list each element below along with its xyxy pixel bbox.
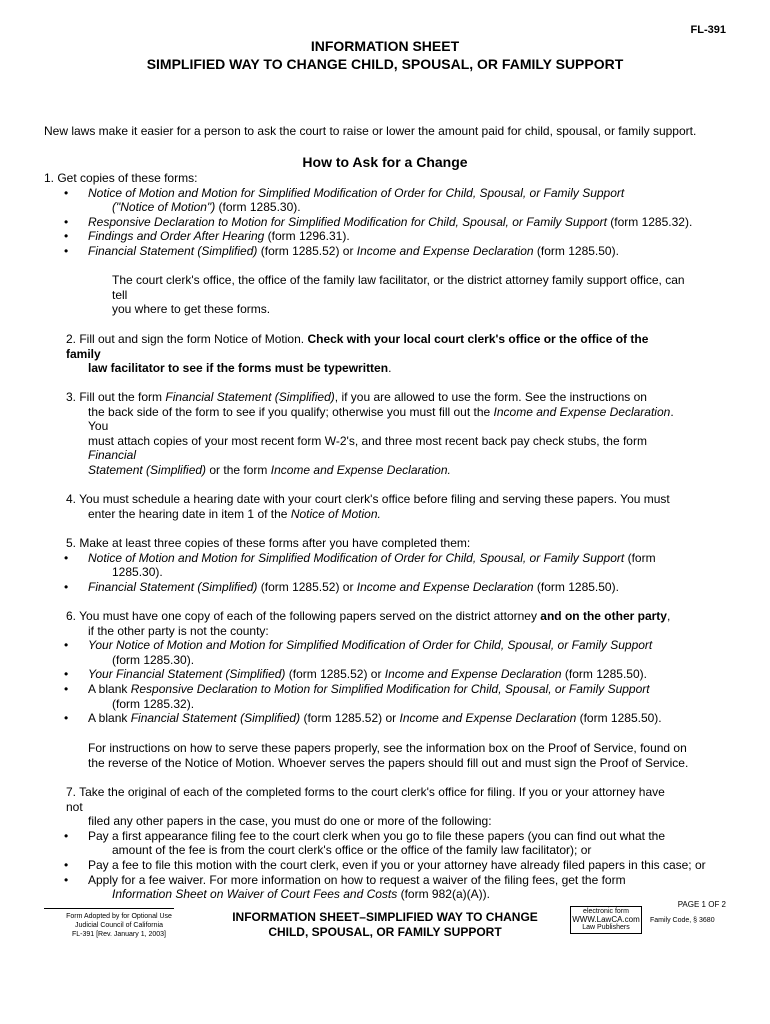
title-line-1: INFORMATION SHEET <box>310 38 460 54</box>
section-title: How to Ask for a Change <box>302 154 468 170</box>
form-name: Notice of Motion and Motion for Simplified Modification of Order for Child, Spousal, or Family Support <box>88 185 625 200</box>
note-line: For instructions on how to serve these papers properly, see the information box on the Proof of Service, found on <box>88 741 687 755</box>
form-number-text: (form 1285.32). <box>606 214 693 229</box>
text: . <box>388 361 392 376</box>
note-line: you where to get these forms. <box>112 302 271 317</box>
step-7-line: filed any other papers in the case, you must do one or more of the following: <box>88 814 492 829</box>
footer-left-line: Judicial Council of California <box>75 922 163 929</box>
form-number-text: (form 1285.50). <box>533 579 619 594</box>
form-name: Income and Expense Declaration <box>384 667 562 682</box>
list-item: • Apply for a fee waiver. For more information on how to request a waiver of the filing fees, get the form <box>44 873 734 888</box>
connector-text: (form 1285.52) or <box>257 243 357 258</box>
text: 6. You must have one copy of each of the following papers served on the district attorney <box>66 609 541 623</box>
step-3-line: Financial <box>88 448 137 463</box>
footer-left-line: Form Adopted by for Optional Use <box>66 913 172 920</box>
form-number-text: (form 1285.50). <box>561 667 647 682</box>
text: , if you are allowed to use the form. See the instructions on <box>334 390 647 404</box>
step-6-line: if the other party is not the county: <box>88 623 269 638</box>
step-3-line <box>44 390 734 405</box>
bold-text: and on the other party <box>540 609 667 623</box>
step-3 <box>44 390 734 478</box>
note-line: the reverse of the Notice of Motion. Whoever serves the papers should fill out and must sign the Proof of Service. <box>88 755 689 770</box>
footer-rule <box>44 908 174 909</box>
form-number-text: (form 1285.30). <box>215 200 301 215</box>
form-name: Income and Expense Declaration <box>356 579 534 594</box>
publisher-line: electronic form <box>583 908 629 915</box>
list-item: • Pay a first appearance filing fee to the court clerk when you go to file these papers (you can find out what the <box>44 829 734 844</box>
text: , <box>666 609 671 623</box>
publisher-line: Law Publishers <box>582 924 630 931</box>
step-7-line: 7. Take the original of each of the completed forms to the court clerk's office for filing. If you or your attorney have <box>66 785 665 799</box>
footer-title-line: CHILD, SPOUSAL, OR FAMILY SUPPORT <box>268 925 502 939</box>
text: the back side of the form to see if you qualify; otherwise you must fill out the <box>88 404 494 419</box>
form-name: Income and Expense Declaration. <box>270 462 451 477</box>
form-number-text: (form 1285.50). <box>533 243 619 258</box>
list-item <box>44 186 734 201</box>
form-name: Your Financial Statement (Simplified) <box>88 667 286 682</box>
list-item <box>44 244 734 259</box>
text: . <box>670 404 674 419</box>
form-name: Notice of Motion and Motion for Simplified Modification of Order for Child, Spousal, or Family Support <box>88 550 625 565</box>
form-name: Financial Statement (Simplified) <box>165 390 335 404</box>
list-item-cont: (form 1285.30). <box>112 652 195 667</box>
footer-title-line: INFORMATION SHEET–SIMPLIFIED WAY TO CHANGE <box>232 910 538 924</box>
step-2-line <box>44 361 734 376</box>
footer-left <box>44 912 194 939</box>
list-item-cont: 1285.30). <box>112 565 163 580</box>
list-item <box>44 638 734 653</box>
step-6-line <box>44 609 734 624</box>
step-3-line <box>44 405 734 420</box>
form-name: Responsive Declaration to Motion for Simplified Modification for Child, Spousal, or Family Support <box>130 681 650 696</box>
form-name: Financial Statement (Simplified) <box>88 243 258 258</box>
page-number: PAGE 1 OF 2 <box>677 900 726 909</box>
publisher-url: WWW.LawCA.com <box>572 915 640 924</box>
list-item <box>44 667 734 682</box>
step-1-lead: 1. Get copies of these forms: <box>44 171 198 185</box>
form-number-text: (form 1285.50). <box>576 711 662 726</box>
step-2 <box>44 332 734 376</box>
list-item <box>44 682 734 697</box>
form-number-text: (form 1296.31). <box>264 229 350 244</box>
step-1 <box>44 171 734 259</box>
form-name: Income and Expense Declaration <box>399 711 577 726</box>
step-3-line: You <box>88 419 109 434</box>
step-3-line <box>44 463 734 478</box>
list-item-cont <box>44 887 734 902</box>
form-number-text: (form 982(a)(A)). <box>397 887 490 902</box>
text: or the form <box>206 462 271 477</box>
list-item <box>44 229 734 244</box>
connector-text: (form 1285.52) or <box>285 667 385 682</box>
step-2-line: family <box>66 346 101 361</box>
step-6 <box>44 609 734 726</box>
connector-text: (form 1285.52) or <box>300 711 400 726</box>
step-3-line: must attach copies of your most recent form W-2's, and three most recent back pay check stubs, the form <box>88 433 647 448</box>
bold-text: law facilitator to see if the forms must be typewritten <box>88 361 389 376</box>
text: 3. Fill out the form <box>66 390 166 404</box>
intro-text: New laws make it easier for a person to ask the court to raise or lower the amount paid for child, spousal, or family support. <box>44 124 697 138</box>
form-name: Notice of Motion. <box>290 506 381 521</box>
connector-text: (form 1285.52) or <box>257 579 357 594</box>
form-name: Responsive Declaration to Motion for Simplified Modification for Child, Spousal, or Family Support <box>88 214 607 229</box>
step-4 <box>44 492 734 521</box>
footer-title <box>205 910 565 940</box>
list-item <box>44 711 734 726</box>
title-line-2: SIMPLIFIED WAY TO CHANGE CHILD, SPOUSAL, OR FAMILY SUPPORT <box>146 56 624 72</box>
step-5 <box>44 536 734 594</box>
step-5-lead: 5. Make at least three copies of these forms after you have completed them: <box>66 536 471 550</box>
form-number: FL-391 <box>690 24 726 36</box>
list-item: • Pay a fee to file this motion with the court clerk, even if you or your attorney have already filed papers in this case; or <box>44 858 734 873</box>
step-4-line: 4. You must schedule a hearing date with your court clerk's office before filing and serving these papers. You must <box>66 492 670 506</box>
list-item <box>44 551 734 566</box>
form-name: Findings and Order After Hearing <box>88 229 265 244</box>
form-name: Your Notice of Motion and Motion for Simplified Modification of Order for Child, Spousal, or Family Support <box>88 638 653 653</box>
list-item-cont: (form 1285.32). <box>112 696 195 711</box>
footer-code: Family Code, § 3680 <box>650 917 715 924</box>
form-name: ("Notice of Motion") <box>112 200 216 215</box>
list-item <box>44 580 734 595</box>
text: A blank <box>88 681 131 696</box>
form-name: Income and Expense Declaration <box>493 404 671 419</box>
step-1-note <box>44 273 734 317</box>
step-7 <box>44 785 734 902</box>
form-name: Statement (Simplified) <box>88 462 207 477</box>
note-line: tell <box>112 287 128 302</box>
list-item-cont: amount of the fee is from the court clerk's office or the office of the family law facilitator); or <box>112 843 592 858</box>
footer-left-line: FL-391 [Rev. January 1, 2003] <box>71 931 167 938</box>
form-name: Income and Expense Declaration <box>356 243 534 258</box>
text: 2. Fill out and sign the form Notice of Motion. <box>66 332 308 346</box>
step-7-line: not <box>66 799 83 814</box>
step-6-note <box>44 741 734 770</box>
note-line: The court clerk's office, the office of the family law facilitator, or the district attorney family support office, can <box>112 273 685 287</box>
text: (form <box>624 550 656 565</box>
list-item <box>44 215 734 230</box>
list-item-cont <box>44 200 734 215</box>
form-name: Financial Statement (Simplified) <box>88 579 258 594</box>
step-4-line <box>44 507 734 522</box>
step-2-line <box>44 332 734 347</box>
publisher-box <box>570 906 642 934</box>
text: A blank <box>88 711 131 726</box>
bold-text: Check with your local court clerk's office or the office of the <box>307 332 649 346</box>
form-name: Information Sheet on Waiver of Court Fees and Costs <box>112 887 398 902</box>
text: enter the hearing date in item 1 of the <box>88 506 291 521</box>
form-name: Financial Statement (Simplified) <box>130 711 301 726</box>
